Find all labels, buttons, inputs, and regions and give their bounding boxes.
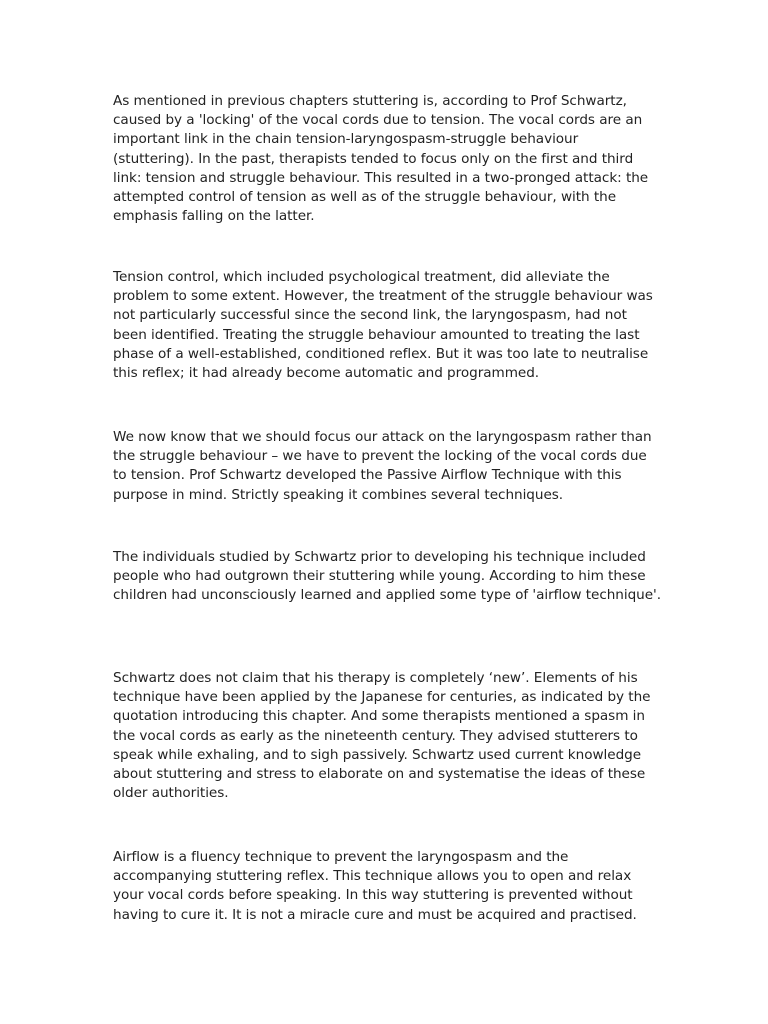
paragraph-individuals-studied: The individuals studied by Schwartz prior to developing his technique included people who had outgrown their stuttering while young. According to him these children had unconsciously learned and applied some type of 'airflow technique'. xyxy=(113,549,662,604)
paragraph-locking-vocal-cords: As mentioned in previous chapters stuttering is, according to Prof Schwartz, caused by a 'locking' of the vocal cords due to tension. The vocal cords are an important link in the chain tension-laryngospasm-struggle behaviour (stuttering). In the past, therapists tended to focus only on the first and third link: tension and struggle behaviour. This resulted in a two-pronged attack: the attempted control of tension as well as of the struggle behaviour, with the emphasis falling on the latter. xyxy=(113,93,649,225)
paragraph-therapy-not-new: Schwartz does not claim that his therapy is completely ‘new’. Elements of his technique have been applied by the Japanese for centuries, as indicated by the quotation introducing this chapter. And some therapists mentioned a spasm in the vocal cords as early as the nineteenth century. They advised stutterers to speak while exhaling, and to sigh passively. Schwartz used current knowledge about stuttering and stress to elaborate on and systematise the ideas of these older authorities. xyxy=(113,670,651,802)
paragraph-focus-laryngospasm: We now know that we should focus our attack on the laryngospasm rather than the struggle behaviour – we have to prevent the locking of the vocal cords due to tension. Prof Schwartz developed the Passive Airflow Technique with this purpose in mind. Strictly speaking it combines several techniques. xyxy=(113,429,652,503)
paragraph-airflow-definition: Airflow is a fluency technique to prevent the laryngospasm and the accompanying stuttering reflex. This technique allows you to open and relax your vocal cords before speaking. In this way stuttering is prevented without having to cure it. It is not a miracle cure and must be acquired and practised. xyxy=(113,849,637,923)
paragraph-tension-control: Tension control, which included psychological treatment, did alleviate the problem to some extent. However, the treatment of the struggle behaviour was not particularly successful since the second link, the laryngospasm, had not been identified. Treating the struggle behaviour amounted to treating the last phase of a well-established, conditioned reflex. But it was too late to neutralise this reflex; it had already become automatic and programmed. xyxy=(113,269,653,382)
